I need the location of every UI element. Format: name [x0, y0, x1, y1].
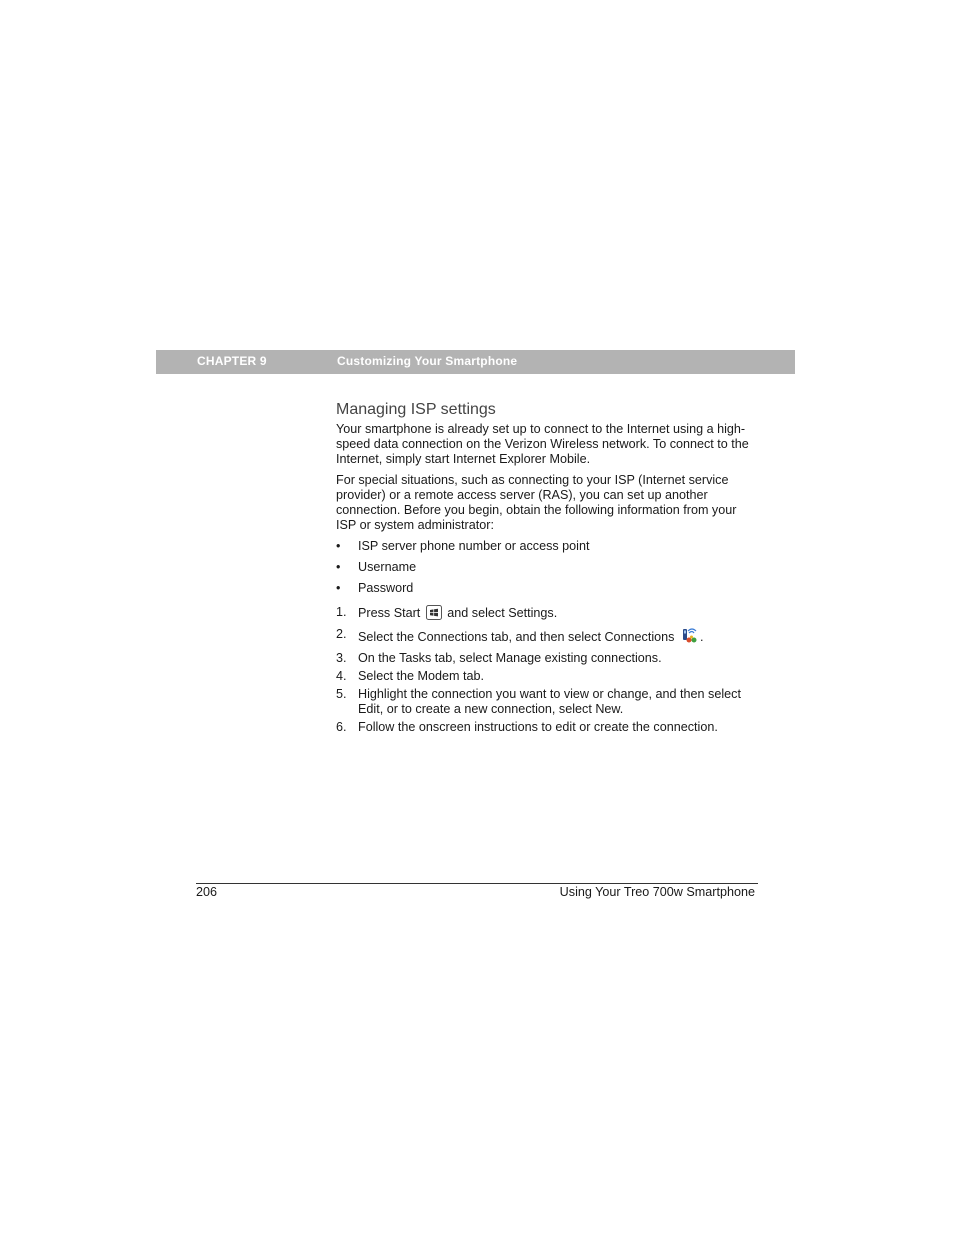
step-number: 6.: [336, 720, 347, 734]
step-text: Highlight the connection you want to view or change, and then select Edit, or to create a new connection, select New.: [358, 687, 741, 716]
step-text: On the Tasks tab, select Manage existing connections.: [358, 651, 662, 665]
step-item: [336, 651, 756, 666]
step-number: 3.: [336, 651, 347, 665]
intro-paragraph: Your smartphone is already set up to connect to the Internet using a high-speed data connection on the Verizon Wireless network. To connect to the Internet, simply start Internet Explorer Mobile.: [336, 422, 749, 466]
list-item: [336, 539, 756, 554]
required-info-list: [336, 539, 756, 596]
windows-start-icon: [426, 605, 442, 624]
footer-divider: [196, 883, 758, 884]
steps-list: [336, 605, 756, 735]
bullet-mark: •: [336, 581, 341, 595]
footer-book-title: Using Your Treo 700w Smartphone: [559, 885, 755, 899]
list-item: [336, 581, 756, 596]
chapter-header-bar: [156, 350, 795, 374]
list-item: [336, 560, 756, 575]
main-content: [336, 400, 756, 738]
step-text: Follow the onscreen instructions to edit or create the connection.: [358, 720, 718, 734]
step-text-suffix: and select Settings.: [447, 606, 558, 620]
step-text: Select the Modem tab.: [358, 669, 485, 683]
page-number: 206: [196, 885, 218, 899]
list-item-text: Password: [358, 581, 414, 595]
step-item: [336, 687, 756, 717]
step-item: [336, 720, 756, 735]
step-text-suffix: .: [699, 630, 704, 644]
step-text: Press Start: [358, 606, 421, 620]
chapter-title: Customizing Your Smartphone: [337, 354, 518, 368]
chapter-label: CHAPTER 9: [197, 354, 267, 368]
list-item-text: ISP server phone number or access point: [358, 539, 590, 553]
step-number: 1.: [336, 605, 347, 619]
bullet-mark: •: [336, 560, 341, 574]
step-item: [336, 669, 756, 684]
step-text: Select the Connections tab, and then select Connections: [358, 630, 675, 644]
section-heading: Managing ISP settings: [336, 401, 496, 418]
bullet-mark: •: [336, 539, 341, 553]
step-number: 2.: [336, 627, 347, 641]
connections-icon: [680, 627, 698, 648]
step-number: 5.: [336, 687, 347, 701]
special-situations-paragraph: For special situations, such as connecting to your ISP (Internet service provider) or a remote access server (RAS), you can set up another connection. Before you begin, obtain the following information from your ISP or system administrator:: [336, 473, 737, 532]
step-item: [336, 605, 756, 624]
list-item-text: Username: [358, 560, 417, 574]
step-item: [336, 627, 756, 648]
step-number: 4.: [336, 669, 347, 683]
